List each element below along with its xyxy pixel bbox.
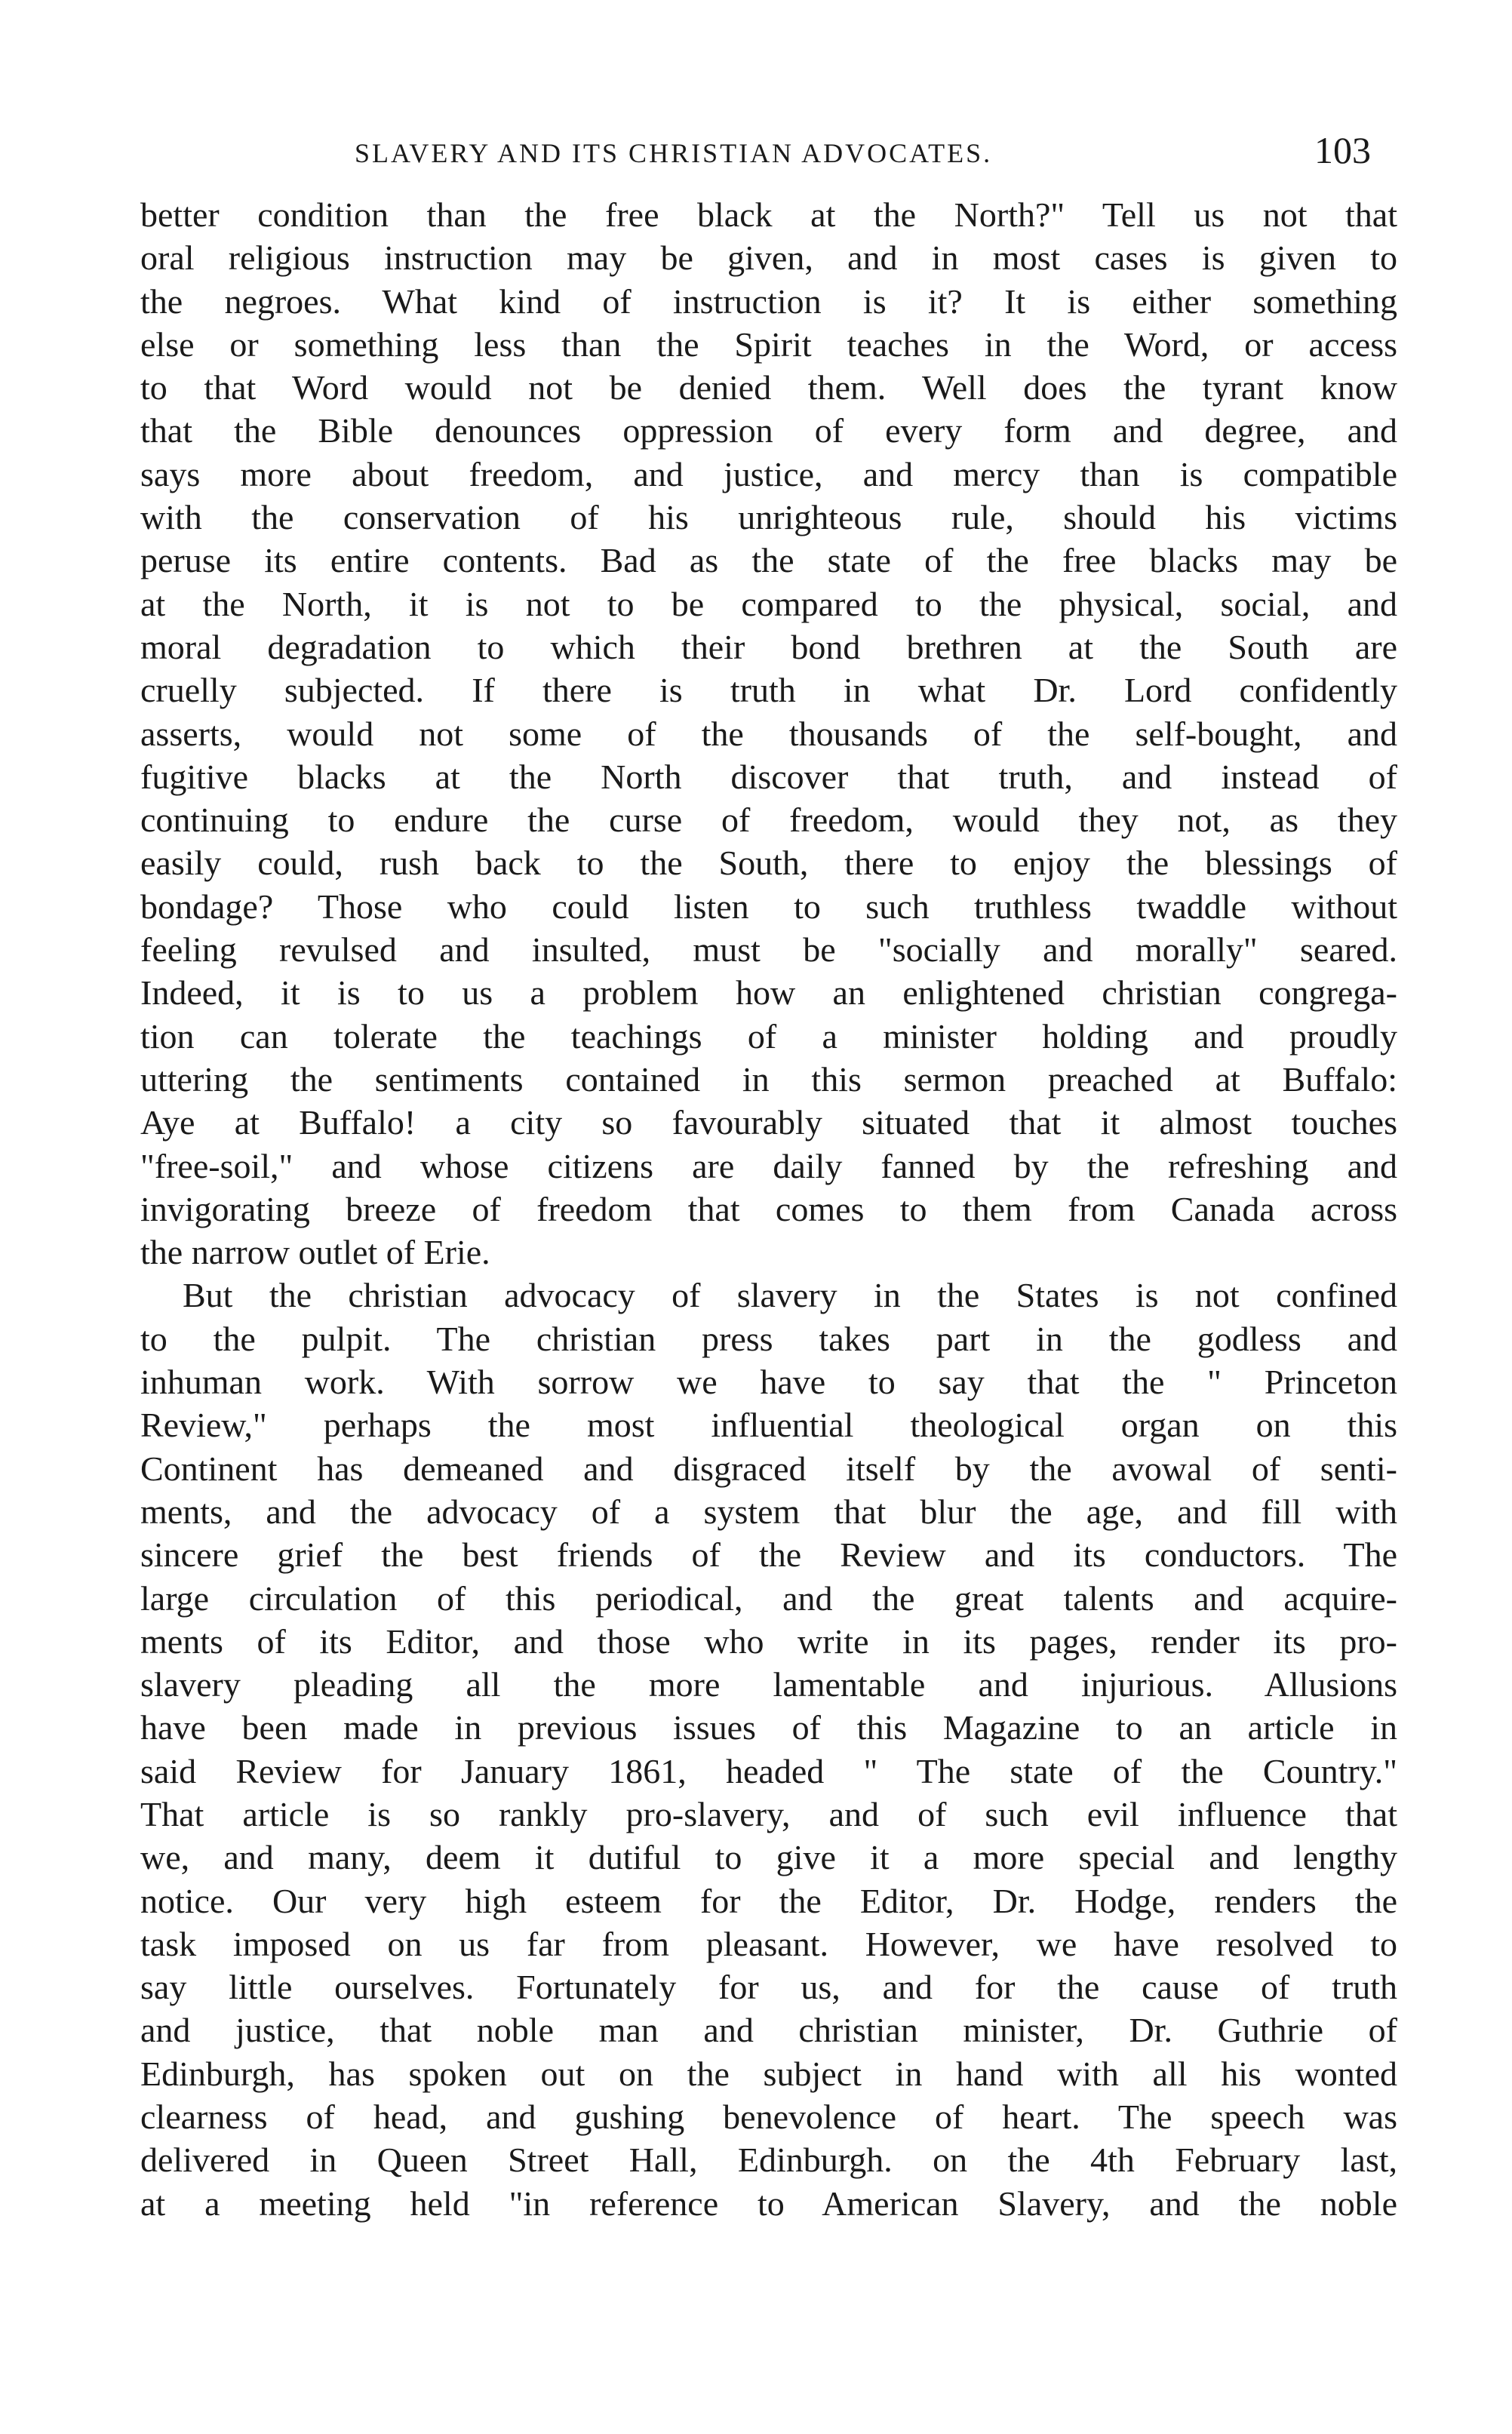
text-line: clearness of head, and gushing benevolence of heart. The speech was	[140, 2097, 1397, 2137]
text-line: the narrow outlet of Erie.	[140, 1233, 490, 1272]
text-line: feeling revulsed and insulted, must be "socially and morally" seared.	[140, 930, 1397, 970]
text-line: to the pulpit. The christian press takes part in the godless and	[140, 1319, 1397, 1358]
text-line: "free-soil," and whose citizens are daily fanned by the refreshing and	[140, 1146, 1397, 1185]
text-line: said Review for January 1861, headed " The state of the Country."	[140, 1751, 1397, 1790]
text-line: task imposed on us far from pleasant. However, we have resolved to	[140, 1924, 1397, 1963]
text-line: sincere grief the best friends of the Review and its conductors. The	[140, 1535, 1397, 1575]
text-line: Edinburgh, has spoken out on the subject in hand with all his wonted	[140, 2054, 1397, 2093]
text-line: Review," perhaps the most influential theological organ on this	[140, 1406, 1397, 1445]
text-line: Continent has demeaned and disgraced itself by the avowal of senti-	[140, 1449, 1397, 1488]
text-line: uttering the sentiments contained in this sermon preached at Buffalo:	[140, 1059, 1397, 1099]
text-line: invigorating breeze of freedom that comes to them from Canada across	[140, 1189, 1397, 1228]
text-line: and justice, that noble man and christian minister, Dr. Guthrie of	[140, 2011, 1397, 2050]
page-number: 103	[1314, 129, 1371, 171]
text-line: bondage? Those who could listen to such truthless twaddle without	[140, 887, 1397, 926]
text-line: oral religious instruction may be given, and in most cases is given to	[140, 238, 1397, 278]
text-line: have been made in previous issues of this Magazine to an article in	[140, 1708, 1397, 1747]
text-line: Indeed, it is to us a problem how an enlightened christian congrega-	[140, 973, 1397, 1013]
text-line: But the christian advocacy of slavery in the States is not confined	[183, 1276, 1397, 1315]
text-line: at a meeting held "in reference to American Slavery, and the noble	[140, 2184, 1397, 2223]
text-line: fugitive blacks at the North discover that truth, and instead of	[140, 757, 1397, 796]
text-line: That article is so rankly pro-slavery, and of such evil influence that	[140, 1794, 1397, 1833]
text-line: tion can tolerate the teachings of a minister holding and proudly	[140, 1016, 1397, 1056]
text-line: that the Bible denounces oppression of every form and degree, and	[140, 411, 1397, 450]
text-line: cruelly subjected. If there is truth in what Dr. Lord confidently	[140, 671, 1397, 710]
text-line: say little ourselves. Fortunately for us, and for the cause of truth	[140, 1968, 1397, 2007]
text-line: moral degradation to which their bond brethren at the South are	[140, 627, 1397, 666]
text-line: continuing to endure the curse of freedom, would they not, as they	[140, 801, 1397, 840]
text-line: Aye at Buffalo! a city so favourably situated that it almost touches	[140, 1103, 1397, 1142]
text-line: the negroes. What kind of instruction is it? It is either something	[140, 281, 1397, 321]
text-line: large circulation of this periodical, and the great talents and acquire-	[140, 1578, 1397, 1618]
text-line: we, and many, deem it dutiful to give it a more special and lengthy	[140, 1838, 1397, 1877]
text-line: notice. Our very high esteem for the Editor, Dr. Hodge, renders the	[140, 1881, 1397, 1920]
text-line: slavery pleading all the more lamentable and injurious. Allusions	[140, 1665, 1397, 1704]
text-line: inhuman work. With sorrow we have to say that the " Princeton	[140, 1363, 1397, 1402]
text-line: to that Word would not be denied them. Well does the tyrant know	[140, 368, 1397, 407]
body-text	[140, 193, 1397, 2225]
text-line: peruse its entire contents. Bad as the state of the free blacks may be	[140, 541, 1397, 580]
text-line: ments, and the advocacy of a system that blur the age, and fill with	[140, 1492, 1397, 1531]
text-line: ments of its Editor, and those who write in its pages, render its pro-	[140, 1621, 1397, 1661]
running-head: SLAVERY AND ITS CHRISTIAN ADVOCATES.	[355, 138, 993, 168]
text-line: says more about freedom, and justice, and mercy than is compatible	[140, 454, 1397, 493]
text-line: better condition than the free black at the North?" Tell us not that	[140, 195, 1397, 234]
text-line: delivered in Queen Street Hall, Edinburgh. on the 4th February last,	[140, 2141, 1397, 2180]
text-line: asserts, would not some of the thousands of the self-bought, and	[140, 714, 1397, 753]
text-line: with the conservation of his unrighteous rule, should his victims	[140, 498, 1397, 537]
text-line: easily could, rush back to the South, there to enjoy the blessings of	[140, 844, 1397, 883]
text-line: else or something less than the Spirit teaches in the Word, or access	[140, 324, 1397, 364]
text-line: at the North, it is not to be compared to the physical, social, and	[140, 584, 1397, 623]
